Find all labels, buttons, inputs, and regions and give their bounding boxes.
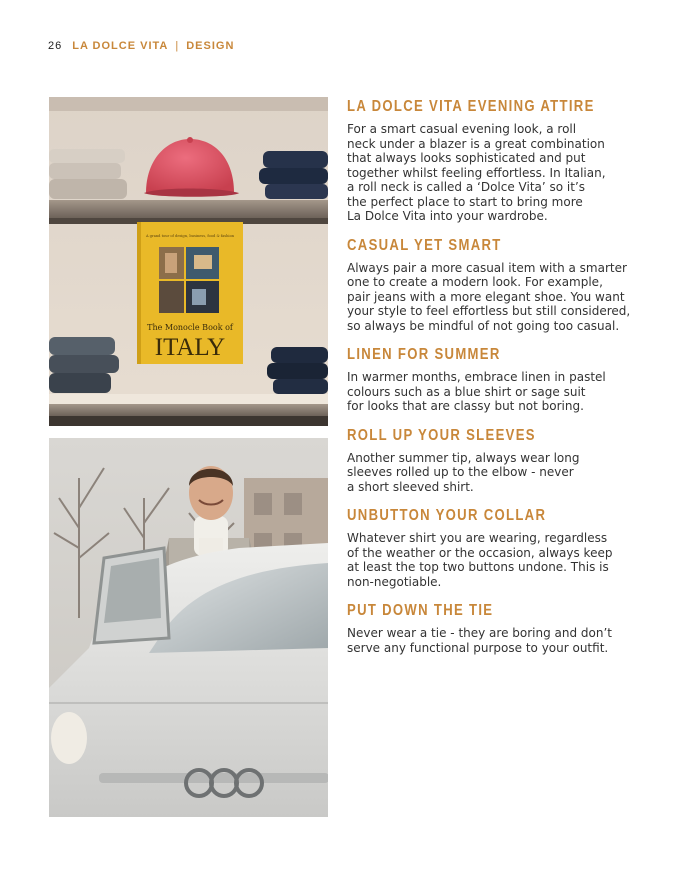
- section-body: For a smart casual evening look, a roll neck under a blazer is a great combination that always looks sophisticated and put together whilst feeling effortless. In Italian, a roll neck is called a ‘Dolce Vita’ so it’s the perfect place to start to bring more La Dolce Vita into your wardrobe.: [347, 122, 606, 223]
- section-heading: LA DOLCE VITA EVENING ATTIRE: [347, 98, 595, 115]
- man-with-car-photo: [49, 438, 328, 817]
- section-casual-smart: [347, 237, 637, 334]
- folded-sweaters-lower-left: [49, 337, 119, 393]
- section-heading: ROLL UP YOUR SLEEVES: [347, 426, 536, 444]
- book-tagline: A grand tour of design, business, food & fashion: [145, 234, 235, 238]
- section-unbutton-collar: [347, 507, 637, 589]
- section-put-down-tie: [347, 602, 637, 655]
- book-title-line: The Monocle Book of: [147, 323, 233, 332]
- magazine-name: LA DOLCE VITA: [72, 40, 169, 52]
- section-heading: CASUAL YET SMART: [347, 236, 502, 254]
- section-body: Always pair a more casual item with a smarter one to create a modern look. For example, pair jeans with a more elegant shoe. You want your style to feel effortless but still considered, so always be mindful of not going too casual.: [347, 260, 631, 333]
- section-roll-sleeves: [347, 427, 637, 495]
- folded-sweaters-right: [259, 151, 328, 199]
- section-linen-summer: [347, 346, 637, 414]
- section-body: Another summer tip, always wear long sleeves rolled up to the elbow - never a short sleeved shirt.: [347, 450, 580, 494]
- book-title-big: ITALY: [154, 334, 226, 361]
- section-evening-attire: [347, 98, 637, 224]
- section-heading: PUT DOWN THE TIE: [347, 602, 494, 619]
- section-body: Whatever shirt you are wearing, regardless of the weather or the occasion, always keep at least the top two buttons undone. This is non-negotiable.: [347, 531, 613, 589]
- monocle-book: [137, 222, 243, 364]
- folded-sweaters-lower-right: [267, 347, 328, 394]
- article-column: [347, 98, 637, 668]
- running-header: [48, 40, 234, 52]
- section-name: DESIGN: [186, 40, 235, 52]
- section-heading: UNBUTTON YOUR COLLAR: [347, 507, 547, 524]
- section-body: In warmer months, embrace linen in pastel colours such as a blue shirt or sage suit for looks that are classy but not boring.: [347, 370, 606, 413]
- section-body: Never wear a tie - they are boring and don’t serve any functional purpose to your outfit.: [347, 626, 613, 655]
- shelf-photo: [49, 97, 328, 426]
- header-separator: |: [175, 40, 180, 52]
- section-heading: LINEN FOR SUMMER: [347, 346, 501, 363]
- folded-sweaters-left: [49, 149, 127, 199]
- page-number: 26: [48, 40, 63, 52]
